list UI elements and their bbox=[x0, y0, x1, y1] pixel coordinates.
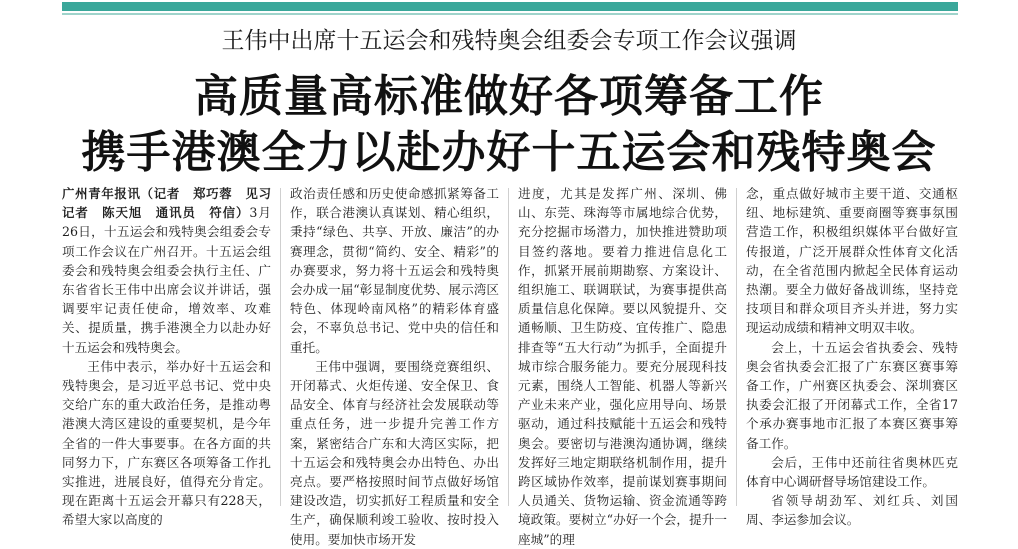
article-lead-text: 3月26日，十五运会和残特奥会组委会专项工作会议在广州召开。十五运会组委会和残特奥会组委会执行主任、广东省省长王伟中出席会议并讲话，强调要牢记责任使命，增效率、攻难关、提质量，携手港澳全力以赴办好十五运会和残特奥会。 bbox=[62, 205, 272, 355]
article-column-4 bbox=[746, 184, 958, 528]
headline-kicker: 王伟中出席十五运会和残特奥会组委会专项工作会议强调 bbox=[221, 28, 797, 54]
masthead-rule bbox=[62, 2, 958, 11]
article-paragraph: 政治责任感和历史使命感抓紧筹备工作，联合港澳认真谋划、精心组织，秉持“绿色、共享、开放、廉洁”的办赛理念，贯彻“简约、安全、精彩”的办赛要求，努力将十五运会和残特奥会办成一届“彰显制度优势、展示湾区特色、体现岭南风格”的精彩体育盛会，不辜负总书记、党中央的信任和重托。 bbox=[290, 186, 499, 355]
article-paragraph: 进度，尤其是发挥广州、深圳、佛山、东莞、珠海等市属地综合优势，充分挖掘市场潜力，加快推进赞助项目签约落地。要着力推进信息化工作，抓紧开展前期勘察、方案设计、组织施工、联调联试，为赛事提供高质量信息化保障。要以风貌提升、交通畅顺、卫生防疫、宜传推广、隐患排查等“五大行动”为抓手，全面提升城市综合服务能力。要充分展现科技元素，围绕人工智能、机器人等新兴产业未来产业，强化应用导向、场景驱动，通过科技赋能十五运会和残特奥会。要密切与港澳沟通协调，继续发挥好三地定期联络机制作用，提升跨区域协作效率，提前谋划赛事期间人员通关、货物运输、资金流通等跨境政策。要树立“办好一个会，提升一座城”的理 bbox=[518, 186, 727, 547]
masthead-rule-thin bbox=[62, 13, 958, 15]
column-divider bbox=[280, 188, 281, 506]
column-divider bbox=[508, 188, 509, 506]
headline-line-2: 携手港澳全力以赴办好十五运会和残特奥会 bbox=[81, 127, 937, 178]
article-paragraph: 念，重点做好城市主要干道、交通枢纽、地标建筑、重要商圈等赛事氛围营造工作，积极组织媒体平台做好宣传报道，广泛开展群众性体育文化活动，在全省范围内掀起全民体育运动热潮。要全力做好备战训练，坚持竞技项目和群众项目齐头并进，努力实现运动成绩和精神文明双丰收。 bbox=[746, 186, 958, 336]
article-paragraph bbox=[62, 184, 271, 357]
article-column-3 bbox=[518, 184, 727, 547]
article-paragraph: 会上，十五运会省执委会、残特奥会省执委会汇报了广东赛区赛事筹备工作，广州赛区执委会、深圳赛区执委会汇报了开闭幕式工作，全省17个承办赛事地市汇报了本赛区赛事筹备工作。 bbox=[746, 339, 958, 451]
article-paragraph: 王伟中表示，举办好十五运会和残特奥会，是习近平总书记、党中央交给广东的重大政治任务，是推动粤港澳大湾区建设的重要契机，是今年全省的一件大事要事。在各方面的共同努力下，广东赛区各项筹备工作扎实推进，进展良好，值得充分肯定。现在距离十五运会开幕只有228天，希望大家以高度的 bbox=[62, 358, 271, 528]
article-paragraph: 王伟中强调，要围绕竞赛组织、开闭幕式、火炬传递、安全保卫、食品安全、体育与经济社会发展联动等重点任务，进一步提升完善工作方案，紧密结合广东和大湾区实际，把十五运会和残特奥会办出特色、办出亮点。要严格按照时间节点做好场馆建设改造，切实抓好工程质量和安全生产，确保顺利竣工验收、按时投入使用。要加快市场开发 bbox=[290, 358, 499, 547]
column-divider bbox=[736, 188, 737, 506]
article-column-1 bbox=[62, 184, 272, 528]
article-body bbox=[62, 184, 958, 547]
article-paragraph: 省领导胡劲军、刘红兵、刘国周、李运参加会议。 bbox=[746, 493, 958, 528]
article-column-2 bbox=[290, 184, 499, 547]
article-byline: 广州青年报讯（记者 郑巧蓉 见习记者 陈天旭 通讯员 符信） bbox=[62, 186, 271, 221]
article-paragraph: 会后，王伟中还前往省奥林匹克体育中心调研督导场馆建设工作。 bbox=[746, 454, 958, 490]
headline-line-1: 高质量高标准做好各项筹备工作 bbox=[194, 71, 824, 122]
